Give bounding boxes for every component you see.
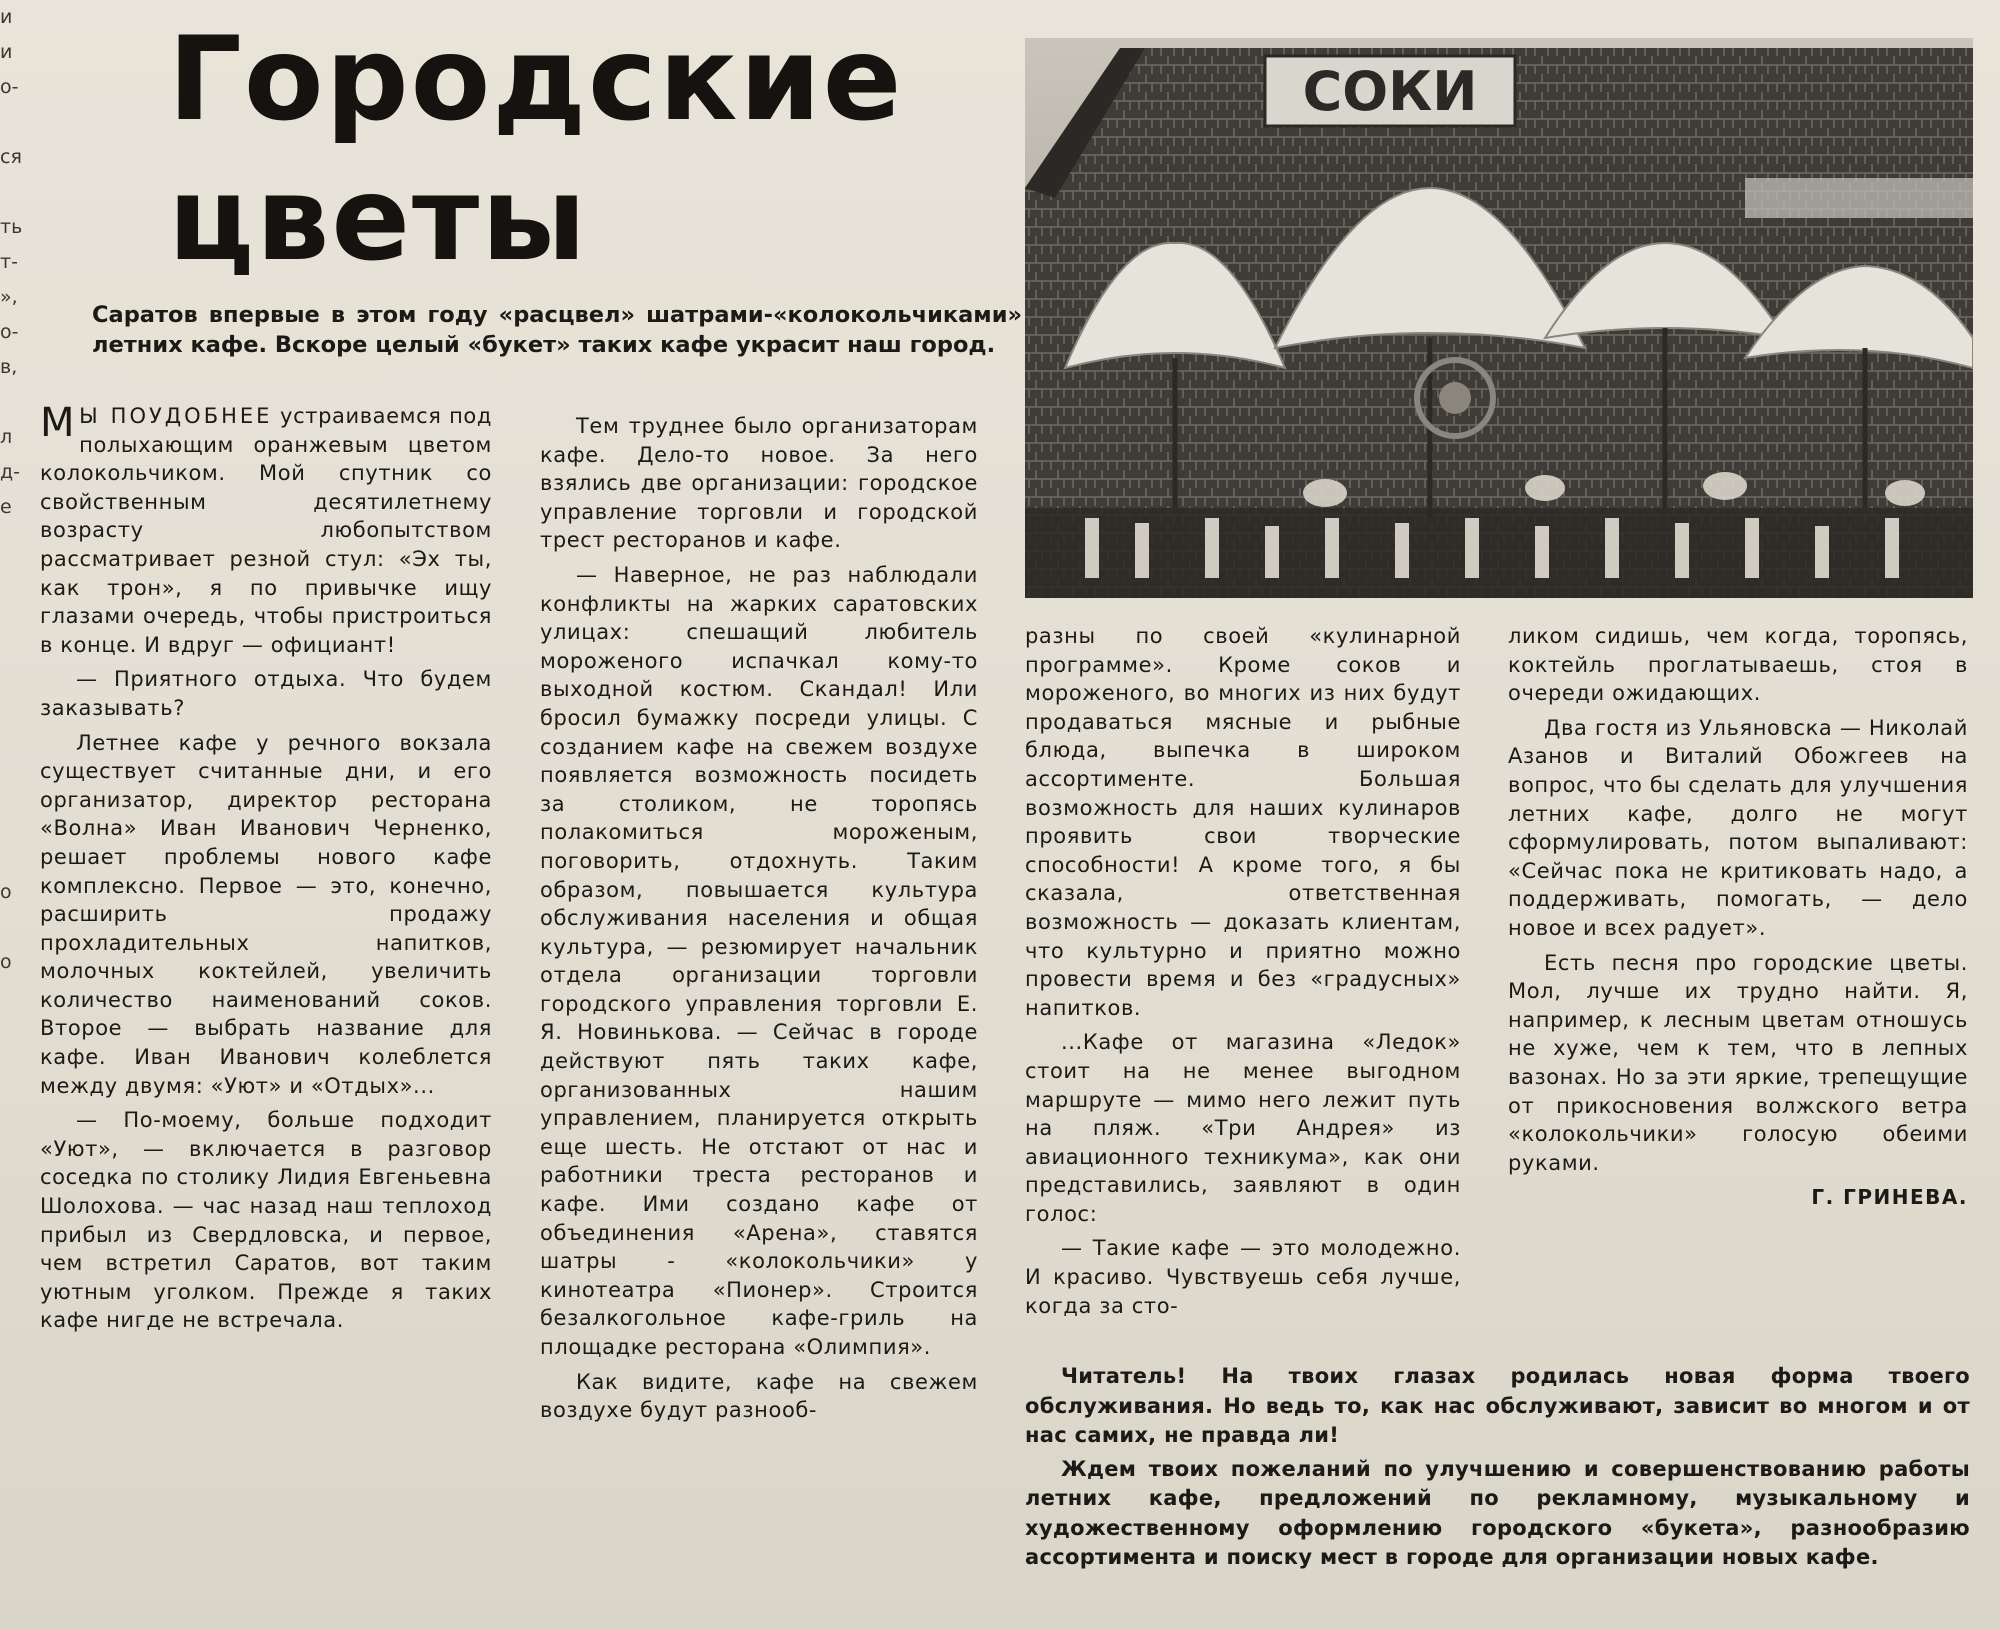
edge-fragment: о xyxy=(0,881,12,903)
cafe-sign xyxy=(1265,56,1515,126)
photo-cafe-umbrellas xyxy=(1025,38,1973,598)
edge-fragment xyxy=(0,175,26,210)
photo-illustration xyxy=(1025,38,1973,598)
edge-fragment xyxy=(0,1015,26,1050)
edge-fragment xyxy=(0,1155,26,1190)
edge-fragment xyxy=(0,735,26,770)
edge-fragment: в, xyxy=(0,356,18,378)
edge-fragment: ся xyxy=(0,146,22,168)
article-headline xyxy=(168,10,1048,290)
edge-fragment xyxy=(0,980,26,1015)
edge-fragment xyxy=(0,840,26,875)
neighbor-column-fragment xyxy=(0,0,26,1630)
editor-note xyxy=(1025,1362,1970,1577)
edge-fragment: т- xyxy=(0,251,18,273)
editor-note-paragraph: Читатель! На твоих глазах родилась новая форма твоего обслуживания. Но ведь то, как нас обслуживают, зависит во многом и от нас самих, не правда ли! xyxy=(1025,1364,1970,1447)
edge-fragment xyxy=(0,560,26,595)
article-column-2 xyxy=(540,412,978,1612)
dropcap: М xyxy=(40,402,76,446)
edge-fragment xyxy=(0,630,26,665)
article-column-3 xyxy=(1025,622,1461,1332)
edge-fragment xyxy=(0,385,26,420)
edge-fragment xyxy=(0,910,26,945)
paragraph: — По-моему, больше подходит «Уют», — включается в разговор соседка по столику Лидия Евгеньевна Шолохова. — час назад наш теплоход прибыл из Свердловска, и первое, чем встретил Саратов, вот таким уютным уголком. Прежде я таких кафе нигде не встречала. xyxy=(40,1108,492,1333)
edge-fragment xyxy=(0,1190,26,1225)
paragraph: Два гостя из Ульяновска — Николай Азанов и Виталий Обожгеев на вопрос, что бы сделать для улучшения летних кафе, долго не могут сформулировать, потом выпаливают: «Сейчас пока не критиковать надо, а поддерживать, помогать, — дело новое и всех радует». xyxy=(1508,715,1968,940)
edge-fragment: и xyxy=(0,6,13,28)
paragraph: — Такие кафе — это молодежно. И красиво. Чувствуешь себя лучше, когда за сто- xyxy=(1025,1236,1461,1318)
paragraph: ликом сидишь, чем когда, торопясь, коктейль проглатываешь, стоя в очереди ожидающих. xyxy=(1508,624,1968,706)
edge-fragment: », xyxy=(0,286,18,308)
edge-fragment: и xyxy=(0,41,13,63)
edge-fragment xyxy=(0,1050,26,1085)
article-lead: Саратов впервые в этом году «расцвел» шатрами-«колокольчиками» летних кафе. Вскоре целый «букет» таких кафе украсит наш город. xyxy=(92,302,1022,358)
edge-fragment xyxy=(0,1085,26,1120)
paragraph xyxy=(40,402,492,659)
paragraph: Летнее кафе у речного вокзала существует считанные дни, и его организатор, директор ресторана «Волна» Иван Иванович Черненко, решает проблемы нового кафе комплексно. Первое — это, конечно, расширить продажу прохладительных напитков, молочных коктейлей, увеличить количество наименований соков. Второе — выбрать название для кафе. Иван Иванович колеблется между двумя: «Уют» и «Отдых»... xyxy=(40,730,492,1098)
edge-fragment xyxy=(0,595,26,630)
edge-fragment xyxy=(0,1225,26,1260)
paragraph: Есть песня про городские цветы. Мол, лучше их трудно найти. Я, например, к лесным цветам отношусь не хуже, чем к тем, что в лепных вазонах. Но за эти яркие, трепещущие от прикосновения волжского ветра «колокольчики» голосую обеими руками. xyxy=(1508,950,1968,1175)
article-column-4 xyxy=(1508,622,1968,1342)
edge-fragment: о- xyxy=(0,321,19,343)
headline-line-1: Городские xyxy=(168,12,904,147)
edge-fragment: л xyxy=(0,426,13,448)
edge-fragment xyxy=(0,105,26,140)
edge-fragment: о- xyxy=(0,76,19,98)
headline-line-2: цветы xyxy=(168,152,589,287)
paragraph: Тем труднее было организаторам кафе. Дело-то новое. За него взялись две организации: городское управление торговли и городской трест ресторанов и кафе. xyxy=(540,414,978,553)
paragraph: ...Кафе от магазина «Ледок» стоит на не менее выгодном маршруте — мимо него лежит путь на пляж. «Три Андрея» из авиационного техникума», как они представились, заявляют в один голос: xyxy=(1025,1030,1461,1226)
paragraph: — Наверное, не раз наблюдали конфликты на жарких саратовских улицах: спешащий любитель мороженого испачкал кому-то выходной костюм. Скандал! Или бросил бумажку посреди улицы. С созданием кафе на свежем воздухе появляется возможность посидеть за столиком, не торопясь полакомиться мороженым, поговорить, отдохнуть. Таким образом, повышается культура обслуживания населения и общая культура, — резюмирует начальник отдела организации торговли городского управления торговли Е. Я. Новинькова. — Сейчас в городе действуют пять таких кафе, организованных нашим управлением, планируется открыть еще шесть. Не отстают от нас и работники треста ресторанов и кафе. Ими создано кафе от объединения «Арена», ставятся шатры - «колокольчики» у кинотеатра «Пионер». Строится безалкогольное кафе-гриль на площадке ресторана «Олимпия». xyxy=(540,562,978,1359)
edge-fragment: о xyxy=(0,951,12,973)
edge-fragment xyxy=(0,1120,26,1155)
edge-fragment xyxy=(0,805,26,840)
edge-fragment: д- xyxy=(0,461,20,483)
edge-fragment: ть xyxy=(0,216,23,238)
paragraph-text: устраиваемся под полыхающим оранжевым цветом колокольчиком. Мой спутник со свойственным десятилетнему возрасту любопытством рассматривает резной стул: «Эх ты, как трон», я по привычке ищу глазами очередь, чтобы пристроиться в конце. И вдруг — официант! xyxy=(40,404,492,657)
edge-fragment xyxy=(0,770,26,805)
cafe-sign-text: СОКИ xyxy=(1302,60,1478,123)
first-line-caps: Ы ПОУДОБНЕЕ xyxy=(79,404,273,428)
edge-fragment xyxy=(0,665,26,700)
author-signature: Г. ГРИНЕВА. xyxy=(1811,1185,1968,1210)
edge-fragment: е xyxy=(0,496,12,518)
editor-note-paragraph: Ждем твоих пожеланий по улучшению и совершенствованию работы летних кафе, предложений по рекламному, музыкальному и художественному оформлению городского «букета», разнообразию ассортимента и поиску мест в городе для организации новых кафе. xyxy=(1025,1456,1970,1569)
edge-fragment xyxy=(0,525,26,560)
article-column-1 xyxy=(40,402,492,1612)
edge-fragment xyxy=(0,1260,26,1295)
paragraph: разны по своей «кулинарной программе». Кроме соков и мороженого, во многих из них будут продаваться мясные и рыбные блюда, выпечка в широком ассортименте. Большая возможность для наших кулинаров проявить свои творческие способности! А кроме того, я бы сказала, ответственная возможность — доказать клиентам, что культурно и приятно можно провести время и без «градусных» напитков. xyxy=(1025,624,1461,1020)
paragraph: — Приятного отдыха. Что будем заказывать? xyxy=(40,667,492,720)
paragraph: Как видите, кафе на свежем воздухе будут разнооб- xyxy=(540,1369,978,1423)
edge-fragment xyxy=(0,700,26,735)
